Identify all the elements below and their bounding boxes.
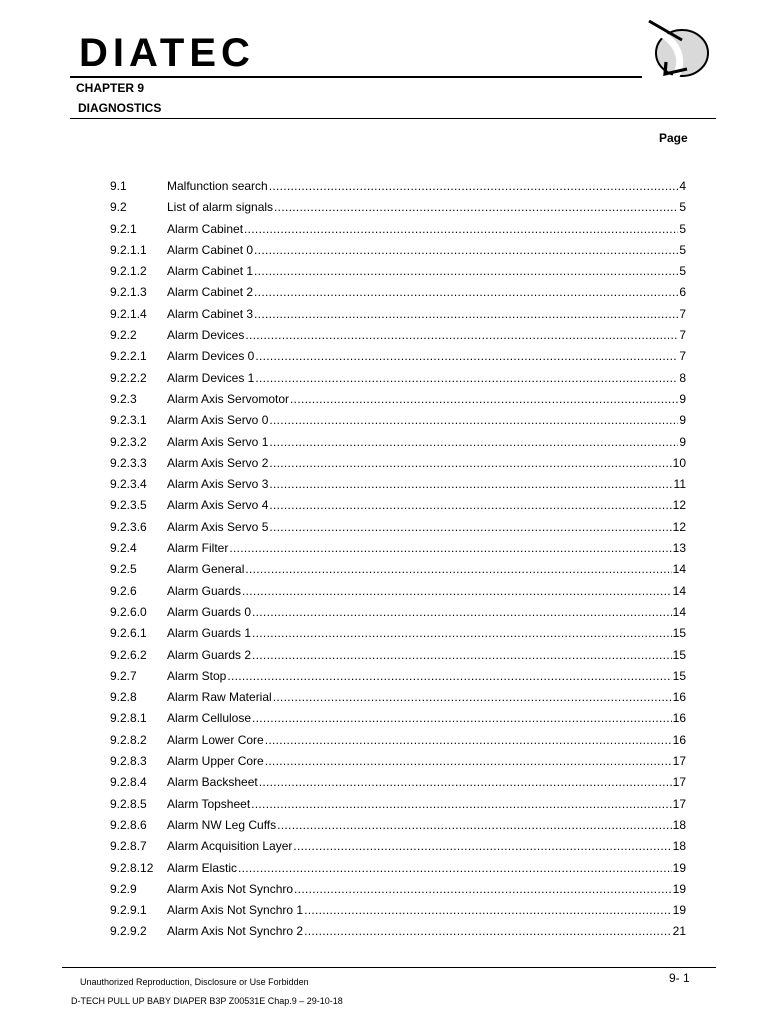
toc-entry — [110, 307, 686, 328]
toc-section-title: Alarm Axis Servo 3 — [167, 477, 269, 492]
toc-dot-leader — [269, 413, 678, 428]
toc-section-title: Alarm Axis Not Synchro 1 — [167, 903, 304, 918]
toc-section-number: 9.2.4 — [110, 541, 137, 556]
toc-dot-leader — [273, 690, 672, 705]
toc-page-number: 13 — [672, 541, 686, 556]
toc-section-title: Alarm Guards 2 — [167, 647, 252, 662]
toc-section-title: List of alarm signals — [167, 200, 274, 215]
toc-section-number: 9.2.6.0 — [110, 604, 147, 619]
toc-page-number: 19 — [672, 903, 686, 918]
toc-section-title: Alarm General — [167, 562, 245, 577]
diatec-logo-icon — [644, 14, 716, 86]
toc-section-number: 9.2.3 — [110, 391, 137, 406]
toc-section-title: Alarm Cabinet 0 — [167, 242, 254, 257]
toc-dot-leader — [252, 605, 672, 620]
toc-section-number: 9.2.5 — [110, 562, 137, 577]
toc-entry — [110, 435, 686, 456]
table-of-contents — [110, 179, 686, 946]
toc-section-title: Alarm Axis Servomotor — [167, 391, 290, 406]
toc-entry — [110, 371, 686, 392]
toc-dot-leader — [269, 456, 671, 471]
toc-page-number: 14 — [672, 583, 686, 598]
toc-section-title: Alarm Devices 0 — [167, 349, 255, 364]
toc-section-number: 9.2.8.6 — [110, 817, 147, 832]
toc-page-number: 17 — [672, 754, 686, 769]
toc-entry — [110, 562, 686, 583]
toc-section-title: Alarm Stop — [167, 668, 227, 683]
toc-entry — [110, 392, 686, 413]
toc-dot-leader — [290, 392, 678, 407]
toc-entry — [110, 733, 686, 754]
chapter-label: CHAPTER 9 — [76, 81, 145, 95]
toc-dot-leader — [269, 520, 671, 535]
toc-section-number: 9.1 — [110, 179, 127, 193]
toc-section-title: Alarm Axis Servo 5 — [167, 519, 269, 534]
toc-entry — [110, 861, 686, 882]
toc-dot-leader — [259, 775, 672, 790]
toc-entry — [110, 882, 686, 903]
toc-section-number: 9.2.7 — [110, 668, 137, 683]
toc-entry — [110, 541, 686, 562]
toc-page-number: 16 — [672, 690, 686, 705]
toc-section-title: Alarm Elastic — [167, 860, 238, 875]
toc-dot-leader — [245, 328, 678, 343]
toc-section-title: Alarm Devices — [167, 328, 245, 343]
toc-page-number: 5 — [679, 264, 686, 279]
page-column-header: Page — [659, 131, 688, 145]
toc-section-number: 9.2 — [110, 200, 127, 215]
toc-section-title: Malfunction search — [167, 179, 268, 193]
toc-section-title: Alarm Raw Material — [167, 690, 272, 705]
toc-page-number: 7 — [679, 328, 686, 343]
toc-entry — [110, 818, 686, 839]
toc-page-number: 15 — [672, 668, 686, 683]
footer-rule — [62, 967, 716, 968]
toc-entry — [110, 328, 686, 349]
toc-page-number: 12 — [672, 519, 686, 534]
toc-section-number: 9.2.3.1 — [110, 413, 147, 428]
toc-page-number: 8 — [679, 370, 686, 385]
toc-section-number: 9.2.8.5 — [110, 796, 147, 811]
toc-dot-leader — [304, 924, 672, 939]
toc-dot-leader — [255, 349, 678, 364]
toc-section-number: 9.2.3.4 — [110, 477, 147, 492]
toc-entry — [110, 477, 686, 498]
toc-section-number: 9.2.9.2 — [110, 924, 147, 939]
toc-entry — [110, 520, 686, 541]
toc-dot-leader — [229, 541, 671, 556]
toc-dot-leader — [252, 648, 672, 663]
toc-page-number: 16 — [672, 711, 686, 726]
toc-page-number: 14 — [672, 562, 686, 577]
toc-dot-leader — [277, 818, 671, 833]
toc-entry — [110, 285, 686, 306]
toc-section-title: Alarm Guards 0 — [167, 604, 252, 619]
toc-section-number: 9.2.8.12 — [110, 860, 154, 875]
toc-entry — [110, 413, 686, 434]
toc-page-number: 15 — [672, 626, 686, 641]
toc-entry — [110, 711, 686, 732]
toc-page-number: 9 — [679, 391, 686, 406]
toc-section-number: 9.2.1.4 — [110, 306, 147, 321]
toc-section-title: Alarm NW Leg Cuffs — [167, 817, 277, 832]
toc-page-number: 19 — [672, 860, 686, 875]
toc-section-number: 9.2.2.1 — [110, 349, 147, 364]
toc-entry — [110, 349, 686, 370]
toc-section-number: 9.2.6 — [110, 583, 137, 598]
toc-section-title: Alarm Cabinet 3 — [167, 306, 254, 321]
toc-page-number: 17 — [672, 796, 686, 811]
toc-section-number: 9.2.2.2 — [110, 370, 147, 385]
footer-document-reference: D-TECH PULL UP BABY DIAPER B3P Z00531E Chap.9 – 29-10-18 — [71, 996, 343, 1006]
toc-section-title: Alarm Cabinet — [167, 221, 244, 236]
toc-page-number: 6 — [679, 285, 686, 300]
toc-section-title: Alarm Cabinet 1 — [167, 264, 254, 279]
footer-notice: Unauthorized Reproduction, Disclosure or Use Forbidden — [80, 977, 309, 987]
toc-page-number: 15 — [672, 647, 686, 662]
toc-page-number: 10 — [672, 455, 686, 470]
toc-dot-leader — [227, 669, 671, 684]
toc-dot-leader — [294, 882, 672, 897]
toc-dot-leader — [252, 711, 672, 726]
toc-page-number: 9 — [679, 413, 686, 428]
toc-page-number: 17 — [672, 775, 686, 790]
toc-section-title: Alarm Topsheet — [167, 796, 251, 811]
toc-page-number: 18 — [672, 839, 686, 854]
toc-page-number: 9 — [679, 434, 686, 449]
toc-page-number: 18 — [672, 817, 686, 832]
toc-section-number: 9.2.8 — [110, 690, 137, 705]
toc-section-number: 9.2.3.3 — [110, 455, 147, 470]
toc-entry — [110, 797, 686, 818]
toc-entry — [110, 605, 686, 626]
toc-section-number: 9.2.3.2 — [110, 434, 147, 449]
toc-entry — [110, 924, 686, 945]
toc-section-number: 9.2.9 — [110, 881, 137, 896]
toc-entry — [110, 626, 686, 647]
toc-dot-leader — [269, 477, 672, 492]
toc-section-number: 9.2.1 — [110, 221, 137, 236]
chapter-title: DIAGNOSTICS — [78, 101, 162, 115]
toc-dot-leader — [254, 285, 678, 300]
toc-section-number: 9.2.6.2 — [110, 647, 147, 662]
toc-dot-leader — [304, 903, 672, 918]
toc-section-title: Alarm Acquisition Layer — [167, 839, 293, 854]
toc-section-number: 9.2.9.1 — [110, 903, 147, 918]
toc-dot-leader — [238, 861, 672, 876]
toc-section-title: Alarm Upper Core — [167, 754, 264, 769]
toc-section-title: Alarm Cabinet 2 — [167, 285, 254, 300]
toc-page-number: 4 — [679, 179, 686, 193]
toc-page-number: 12 — [672, 498, 686, 513]
toc-section-title: Alarm Guards 1 — [167, 626, 252, 641]
toc-page-number: 5 — [679, 221, 686, 236]
toc-dot-leader — [252, 626, 672, 641]
toc-page-number: 11 — [673, 477, 686, 492]
toc-page-number: 5 — [679, 242, 686, 257]
toc-section-number: 9.2.2 — [110, 328, 137, 343]
toc-section-title: Alarm Axis Servo 2 — [167, 455, 269, 470]
toc-section-number: 9.2.1.3 — [110, 285, 147, 300]
toc-section-title: Alarm Devices 1 — [167, 370, 255, 385]
toc-dot-leader — [245, 562, 671, 577]
toc-section-number: 9.2.8.2 — [110, 732, 147, 747]
toc-section-title: Alarm Backsheet — [167, 775, 258, 790]
toc-entry — [110, 200, 686, 221]
toc-dot-leader — [269, 179, 679, 194]
toc-dot-leader — [242, 584, 672, 599]
toc-entry — [110, 754, 686, 775]
toc-section-number: 9.2.8.7 — [110, 839, 147, 854]
toc-section-title: Alarm Axis Servo 4 — [167, 498, 269, 513]
toc-entry — [110, 498, 686, 519]
toc-entry — [110, 839, 686, 860]
toc-dot-leader — [255, 371, 678, 386]
toc-section-title: Alarm Cellulose — [167, 711, 252, 726]
toc-page-number: 7 — [679, 306, 686, 321]
toc-dot-leader — [293, 839, 671, 854]
toc-page-number: 14 — [672, 604, 686, 619]
toc-section-number: 9.2.8.4 — [110, 775, 147, 790]
toc-entry — [110, 584, 686, 605]
toc-entry — [110, 775, 686, 796]
footer-page-number: 9- 1 — [669, 971, 690, 985]
toc-entry — [110, 222, 686, 243]
title-rule — [70, 118, 716, 119]
toc-dot-leader — [254, 243, 678, 258]
toc-page-number: 7 — [679, 349, 686, 364]
toc-entry — [110, 243, 686, 264]
toc-entry — [110, 903, 686, 924]
toc-page-number: 16 — [672, 732, 686, 747]
toc-entry — [110, 690, 686, 711]
toc-dot-leader — [269, 435, 678, 450]
toc-section-number: 9.2.8.1 — [110, 711, 147, 726]
toc-section-title: Alarm Lower Core — [167, 732, 264, 747]
brand-title: DIATEC — [79, 31, 255, 75]
header-rule — [70, 76, 642, 78]
toc-entry — [110, 669, 686, 690]
toc-entry — [110, 648, 686, 669]
toc-dot-leader — [269, 498, 671, 513]
toc-section-number: 9.2.6.1 — [110, 626, 147, 641]
toc-section-title: Alarm Axis Not Synchro 2 — [167, 924, 304, 939]
toc-dot-leader — [265, 754, 672, 769]
toc-dot-leader — [251, 797, 671, 812]
toc-dot-leader — [244, 222, 678, 237]
toc-dot-leader — [254, 264, 678, 279]
toc-page-number: 19 — [672, 881, 686, 896]
toc-dot-leader — [274, 200, 678, 215]
toc-dot-leader — [265, 733, 672, 748]
toc-page-number: 5 — [679, 200, 686, 215]
toc-section-number: 9.2.3.5 — [110, 498, 147, 513]
toc-section-number: 9.2.1.2 — [110, 264, 147, 279]
toc-section-number: 9.2.3.6 — [110, 519, 147, 534]
toc-entry — [110, 179, 686, 200]
toc-section-title: Alarm Axis Servo 1 — [167, 434, 269, 449]
toc-page-number: 21 — [672, 924, 686, 939]
toc-section-number: 9.2.1.1 — [110, 242, 147, 257]
toc-section-number: 9.2.8.3 — [110, 754, 147, 769]
toc-dot-leader — [254, 307, 678, 322]
toc-entry — [110, 264, 686, 285]
toc-entry — [110, 456, 686, 477]
toc-section-title: Alarm Guards — [167, 583, 242, 598]
toc-section-title: Alarm Axis Servo 0 — [167, 413, 269, 428]
toc-section-title: Alarm Axis Not Synchro — [167, 881, 294, 896]
toc-section-title: Alarm Filter — [167, 541, 229, 556]
